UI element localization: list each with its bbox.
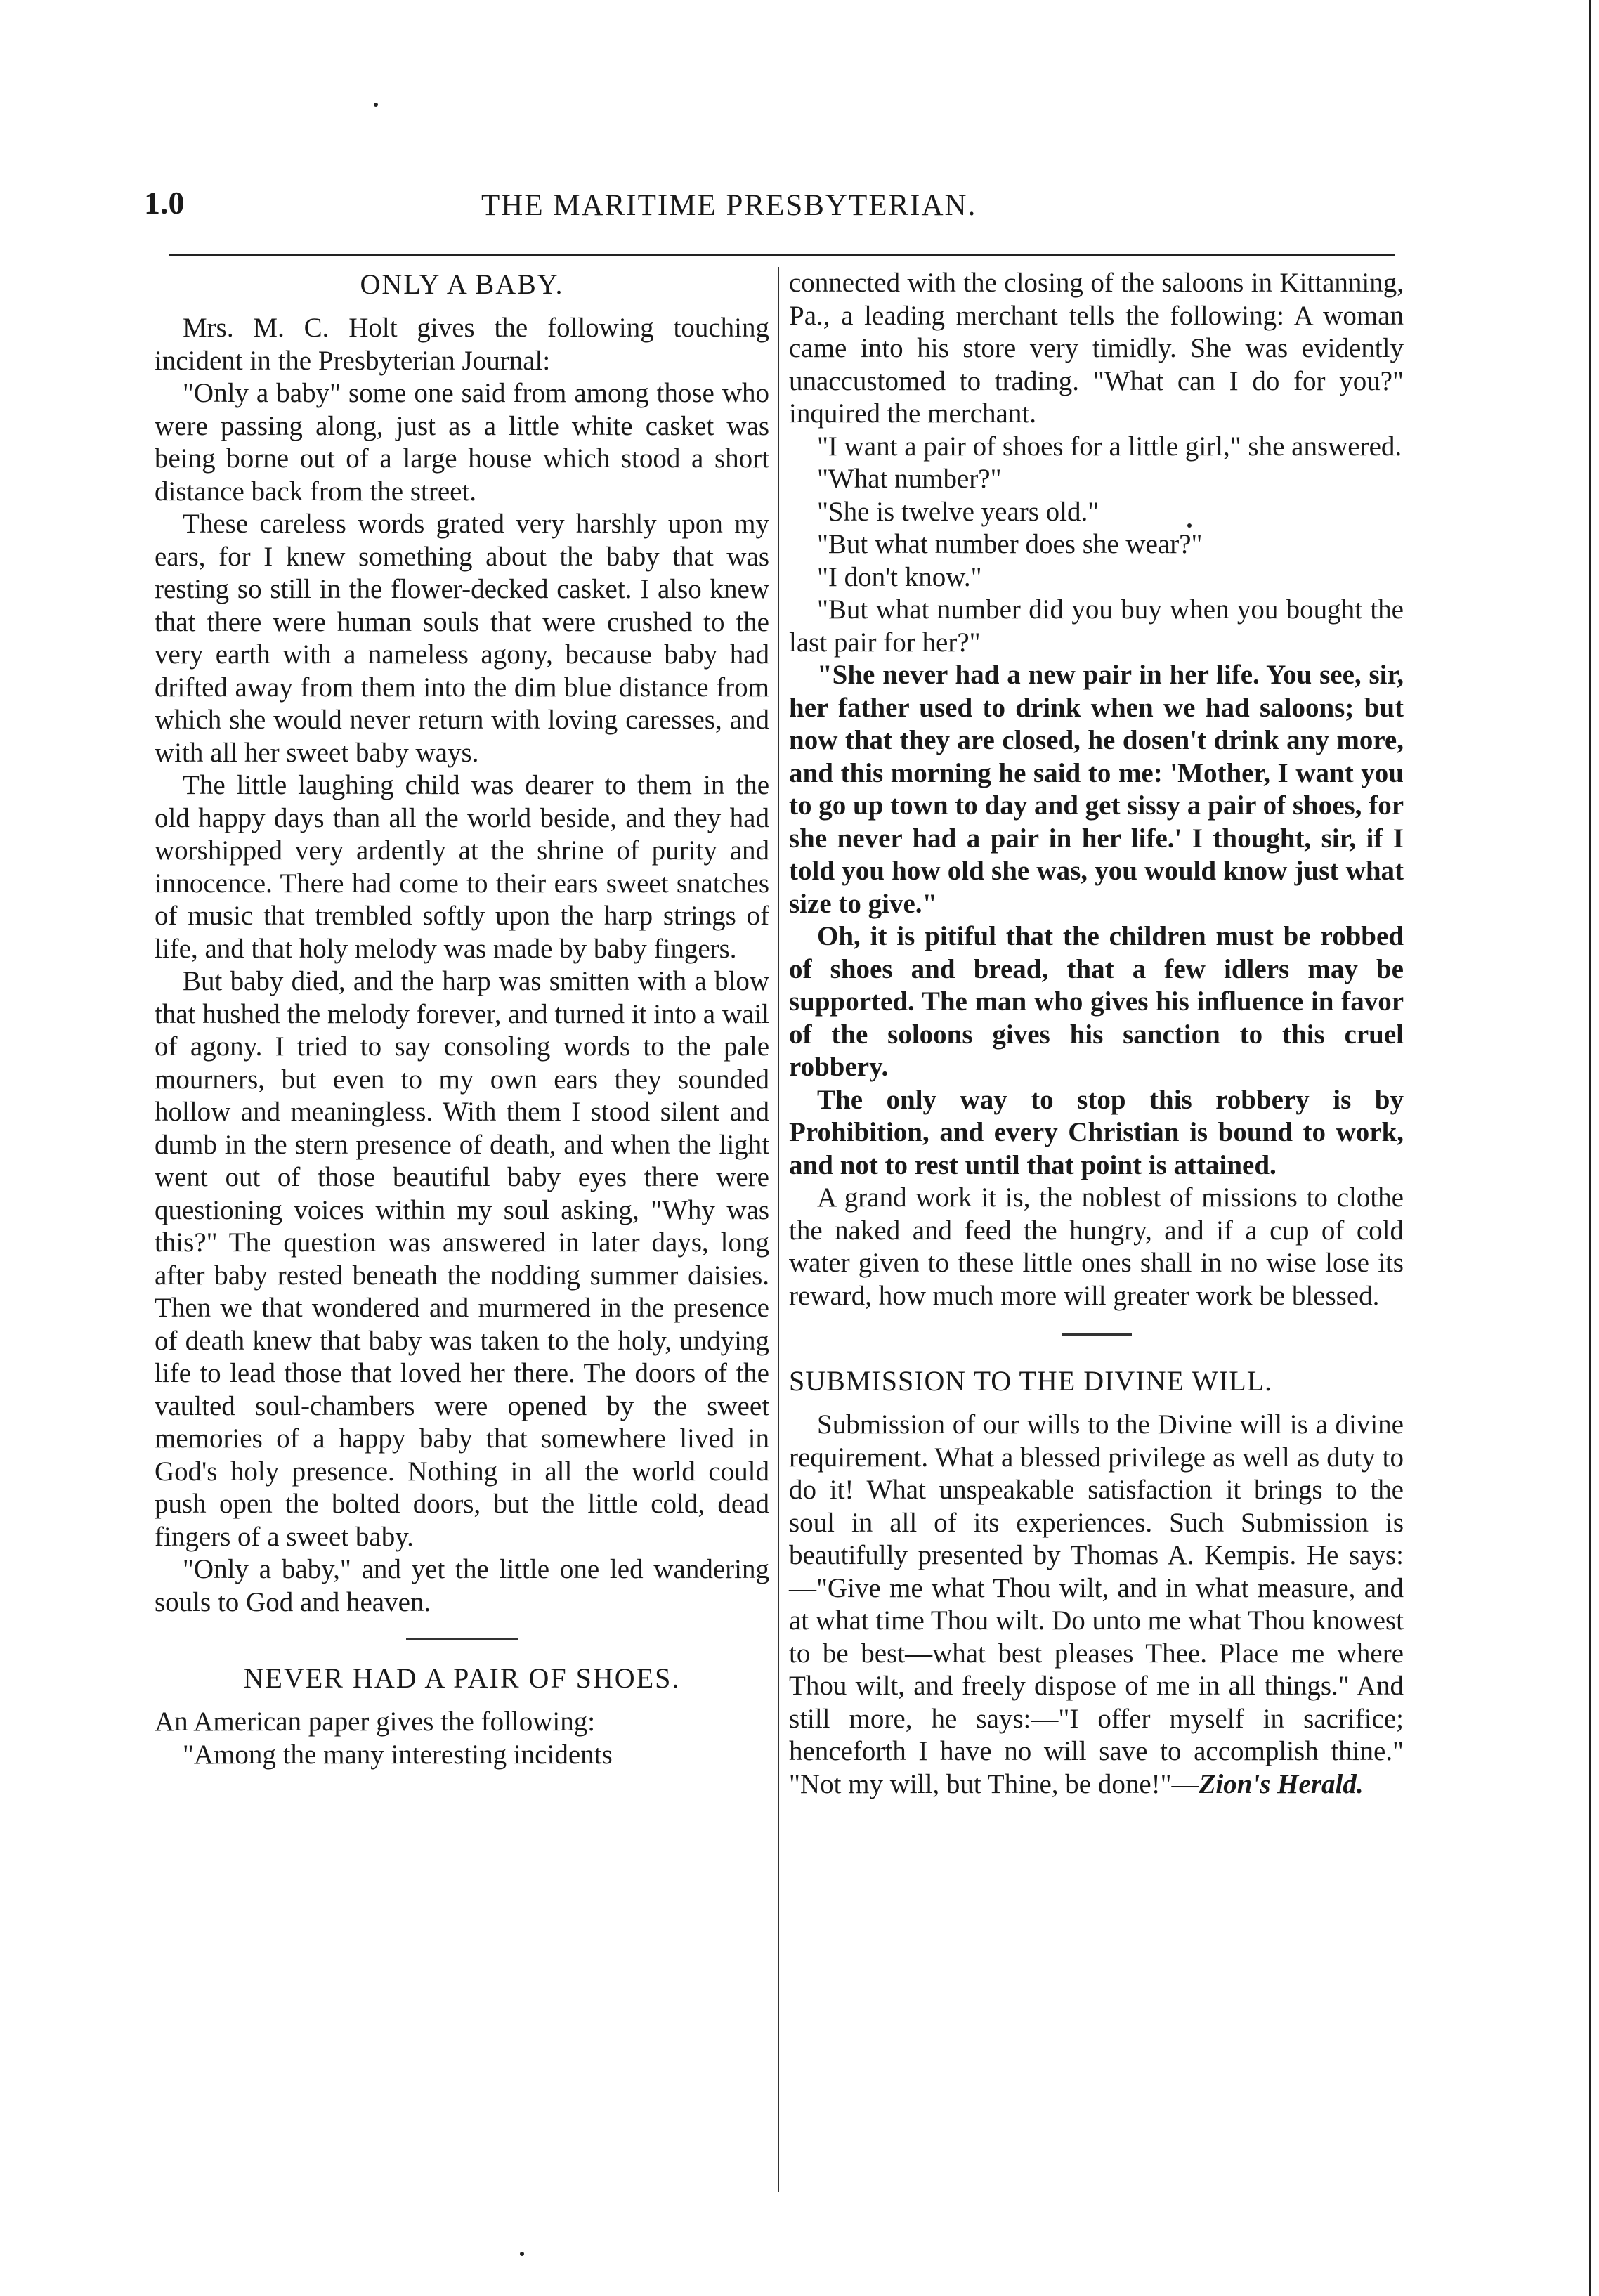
paragraph: A grand work it is, the noblest of missions to clothe the naked and feed the hungry, and if a cup of cold water given to these little ones shall in no wise lose its reward, how much more will greater work be blessed. — [789, 1182, 1404, 1311]
attribution: Zion's Herald. — [1199, 1768, 1364, 1799]
paragraph: The little laughing child was dearer to them in the old happy days than all the world beside, and they had worshipped very ardently at the shrine of purity and innocence. There had come to their ears sweet snatches of music that trembled softly upon the harp strings of life, and that holy melody was made by baby fingers. — [155, 770, 769, 964]
paragraph — [789, 1409, 1404, 1801]
article-intro: Mrs. M. C. Holt gives the following touching incident in the Presbyterian Journal: — [155, 313, 769, 376]
left-column — [155, 267, 769, 1771]
paragraph: connected with the closing of the saloons in Kittanning, Pa., a leading merchant tells the following: A woman came into his store very timidly. She was evidently unaccustomed to trading. "What can I do for you?" inquired the merchant. — [789, 268, 1404, 429]
ink-speck — [520, 2252, 524, 2256]
running-title: THE MARITIME PRESBYTERIAN. — [481, 189, 977, 222]
paragraph: "I don't know." — [817, 561, 982, 592]
paragraph: "She never had a new pair in her life. You see, sir, her father used to drink when we had saloons; but now that they are closed, he dosen't drink any more, and this morning he said to me: 'Mother, I want you to go up town to day and get sissy a pair of shoes, for she never had a pair in her life.' I thought, sir, if I told you how old she was, you would know just what size to give." — [789, 660, 1404, 919]
header-rule — [169, 254, 1395, 256]
paragraph: "I want a pair of shoes for a little girl," she answered. — [817, 431, 1402, 462]
page-number: 1.0 — [144, 185, 185, 221]
page-header — [144, 184, 1465, 226]
paragraph: "What number?" — [817, 464, 1002, 494]
paragraph: Oh, it is pitiful that the children must be robbed of shoes and bread, that a few idlers may be supported. The man who gives his influence in favor of the soloons gives his sanction to this cruel robbery. — [789, 921, 1404, 1082]
ink-speck — [374, 103, 378, 107]
paragraph: But baby died, and the harp was smitten with a blow that hushed the melody forever, and turned it into a wail of agony. I tried to say consoling words to the pale mourners, but even to my own ears they sounded hollow and meaningless. With them I stood silent and dumb in the stern presence of death, and when the light went out of those beautiful baby eyes there were questioning voices within my soul asking, "Why was this?" The question was answered in later days, long after baby rested beneath the nodding summer daisies. Then we that wondered and murmered in the presence of death knew that baby was taken to the holy, undying life to lead those that loved her there. The doors of the vaulted soul-chambers were opened by the sweet memories of a happy baby that somewhere lived in God's holy presence. Nothing in all the world could push open the bolted doors, but the little cold, dead fingers of a sweet baby. — [155, 966, 769, 1552]
paragraph: The only way to stop this robbery is by Prohibition, and every Christian is bound to work, and not to rest until that point is attained. — [789, 1084, 1404, 1180]
page-edge-rule — [1589, 0, 1591, 2296]
paragraph: "Only a baby," and yet the little one led wandering souls to God and heaven. — [155, 1554, 769, 1617]
paragraph: "She is twelve years old." — [817, 496, 1099, 527]
paragraph: "But what number did you buy when you bought the last pair for her?" — [789, 594, 1404, 658]
article-intro: An American paper gives the following: — [155, 1707, 596, 1737]
paragraph: "Only a baby" some one said from among those who were passing along, just as a little white casket was being borne out of a large house which stood a short distance back from the street. — [155, 378, 769, 507]
article-title-never-had-shoes: NEVER HAD A PAIR OF SHOES. — [243, 1662, 681, 1694]
paragraph: "But what number does she wear?" — [817, 529, 1203, 559]
submission-text: Submission of our wills to the Divine will is a divine requirement. What a blessed privilege as well as duty to do it! What unspeakable satisfaction it brings to the soul in all of its experiences. Such Submission is beautifully presented by Thomas A. Kempis. He says:—"Give me what Thou wilt, and in what measure, and at what time Thou wilt. Do unto me what Thou knowest to be best—what best pleases Thee. Place me where Thou wilt, and freely dispose of me in all things." And still more, he says:—"I offer myself in sacrifice; henceforth I have no will save to accomplish thine." "Not my will, but Thine, be done!"— — [789, 1409, 1404, 1799]
right-column — [789, 267, 1404, 1801]
article-title-submission: SUBMISSION TO THE DIVINE WILL. — [789, 1365, 1273, 1397]
section-separator — [1062, 1333, 1132, 1336]
paragraph: "Among the many interesting incidents — [183, 1739, 613, 1770]
column-divider — [778, 267, 779, 2192]
section-separator — [406, 1638, 518, 1640]
paragraph: These careless words grated very harshly upon my ears, for I knew something about the baby that was resting so still in the flower-decked casket. I also knew that there were human souls that were crushed to the very earth with a nameless agony, because baby had drifted away from them into the dim blue distance from which she would never return with loving caresses, and with all her sweet baby ways. — [155, 509, 769, 768]
article-title-only-a-baby: ONLY A BABY. — [360, 268, 564, 300]
